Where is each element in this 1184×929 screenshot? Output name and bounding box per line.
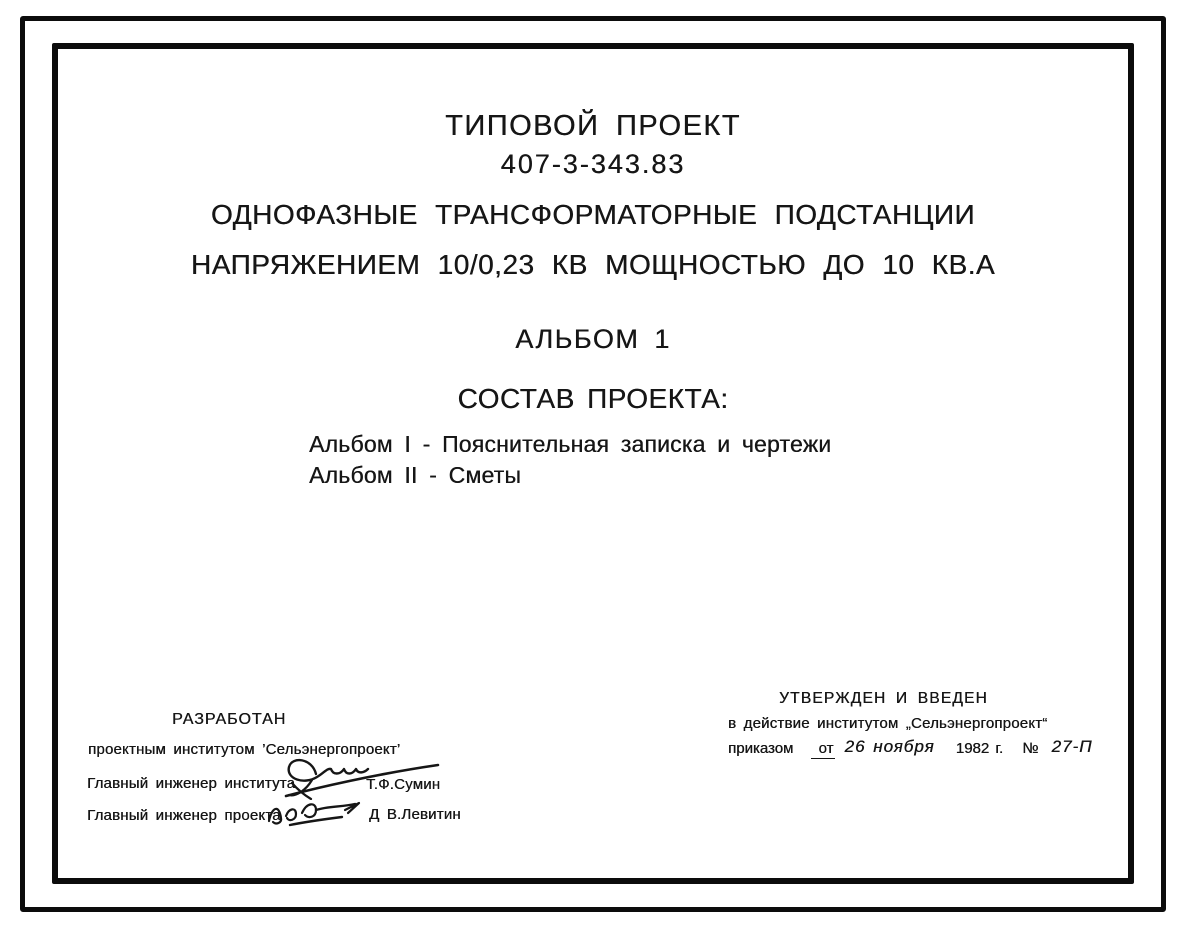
order-date-handwritten: 26 ноября bbox=[844, 737, 935, 756]
order-number-handwritten: 27-П bbox=[1051, 737, 1093, 756]
numero-sign: № bbox=[1022, 740, 1039, 757]
order-year: 1982 г. bbox=[955, 740, 1004, 757]
signatory-role-chief-engineer-institute: Главный инженер института bbox=[87, 775, 296, 792]
album-heading: АЛЬБОМ 1 bbox=[515, 324, 671, 354]
approved-heading: УТВЕРЖДЕН И ВВЕДЕН bbox=[779, 690, 988, 707]
signatory-name-levitin: Д В.Левитин bbox=[369, 806, 461, 823]
composition-heading: СОСТАВ ПРОЕКТА: bbox=[457, 383, 729, 414]
developed-org-line: проектным институтом ’Сельэнергопроект’ bbox=[88, 741, 401, 758]
composition-list bbox=[309, 429, 831, 491]
approved-org-line: в действие институтом „Сельэнергопроект“ bbox=[728, 715, 1048, 732]
approval-order-line bbox=[728, 738, 1092, 759]
order-prefix: приказом bbox=[728, 740, 794, 757]
developed-heading: РАЗРАБОТАН bbox=[172, 711, 287, 728]
doc-type-heading: ТИПОВОЙ ПРОЕКТ bbox=[445, 110, 741, 142]
levitin-signature bbox=[262, 794, 372, 830]
doc-number: 407-3-343.83 bbox=[500, 149, 686, 179]
signatory-name-sumin: Т.Ф.Сумин bbox=[366, 776, 441, 793]
signatory-role-chief-engineer-project: Главный инженер проекта bbox=[87, 807, 281, 824]
composition-item: Альбом I - Пояснительная записка и чертежи bbox=[309, 431, 832, 457]
composition-item: Альбом II - Сметы bbox=[309, 462, 522, 488]
title-line-1: ОДНОФАЗНЫЕ ТРАНСФОРМАТОРНЫЕ ПОДСТАНЦИИ bbox=[210, 199, 976, 230]
order-from-label: от bbox=[811, 740, 835, 759]
title-line-2: НАПРЯЖЕНИЕМ 10/0,23 КВ МОЩНОСТЬЮ ДО 10 КВ.А bbox=[190, 249, 996, 280]
